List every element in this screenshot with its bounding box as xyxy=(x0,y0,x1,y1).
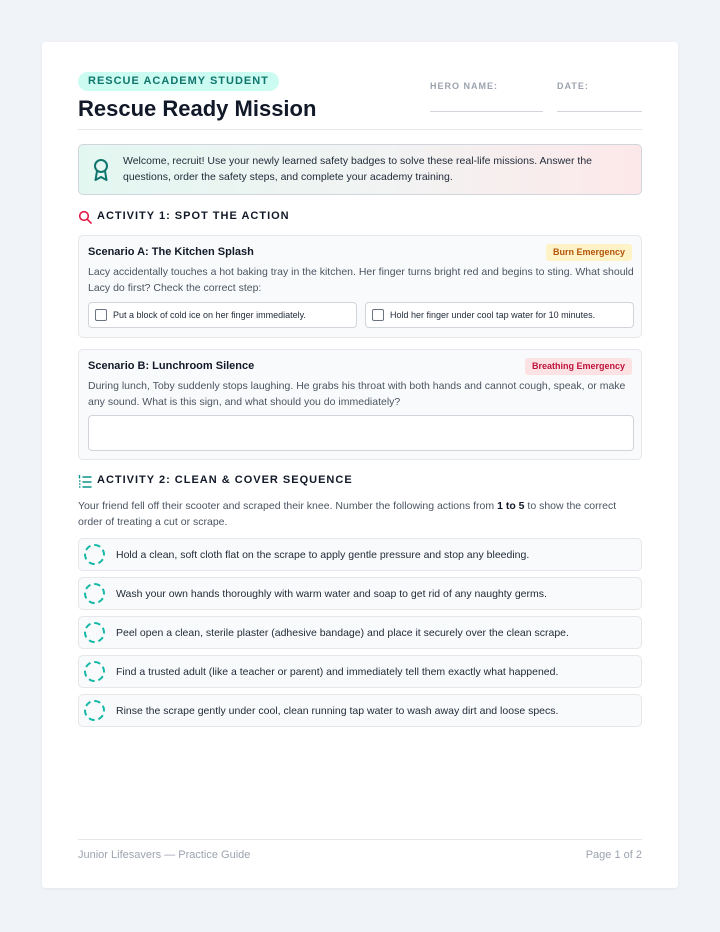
option-cool-water-checkbox[interactable] xyxy=(372,309,384,321)
scenario-b-description: During lunch, Toby suddenly stops laughing. He grabs his throat with both hands and cannot cough, speak, or make any sound. What is this sign, and what should you do immediately? xyxy=(88,380,626,408)
page-footer xyxy=(78,839,642,863)
sequence-step xyxy=(78,655,642,688)
step-number-circle[interactable] xyxy=(84,700,105,721)
intro-text-start: Your friend fell off their scooter and scraped their knee. Number the following actions from xyxy=(78,500,498,512)
sequence-step xyxy=(78,694,642,727)
scenario-a-title: Scenario A: The Kitchen Splash xyxy=(88,246,254,258)
step-text: Wash your own hands thoroughly with warm water and soap to get rid of any naughty germs. xyxy=(116,588,547,600)
intro-range: 1 to 5 xyxy=(497,500,525,512)
footer-guide-title: Junior Lifesavers — Practice Guide xyxy=(78,849,251,861)
burn-emergency-tag: Burn Emergency xyxy=(546,244,632,261)
sequence-step xyxy=(78,538,642,571)
date-line xyxy=(557,111,642,112)
medal-icon xyxy=(91,158,111,182)
scenario-a-description: Lacy accidentally touches a hot baking tray in the kitchen. Her finger turns bright red and begins to sting. What should Lacy do first? Check the correct step: xyxy=(88,266,634,294)
ordered-list-icon xyxy=(78,474,92,488)
hero-name-field[interactable] xyxy=(430,81,498,91)
date-label: DATE: xyxy=(557,81,589,91)
activity2-title: ACTIVITY 2: CLEAN & COVER SEQUENCE xyxy=(97,474,353,486)
scenario-b-answer-field[interactable] xyxy=(88,415,634,451)
scenario-b-title: Scenario B: Lunchroom Silence xyxy=(88,360,255,372)
scenario-b-card xyxy=(78,349,642,460)
worksheet-header xyxy=(78,72,642,130)
hero-name-label: HERO NAME: xyxy=(430,81,498,91)
activity2-instructions xyxy=(78,498,642,530)
step-number-circle[interactable] xyxy=(84,622,105,643)
step-text: Peel open a clean, sterile plaster (adhesive bandage) and place it securely over the clean scrape. xyxy=(116,627,569,639)
activity1-title: ACTIVITY 1: SPOT THE ACTION xyxy=(97,210,290,222)
step-text: Hold a clean, soft cloth flat on the scrape to apply gentle pressure and stop any bleeding. xyxy=(116,549,530,561)
step-text: Rinse the scrape gently under cool, clean running tap water to wash away dirt and loose specs. xyxy=(116,705,559,717)
option-cool-water-label: Hold her finger under cool tap water for 10 minutes. xyxy=(390,310,596,320)
option-ice[interactable] xyxy=(88,302,357,328)
step-number-circle[interactable] xyxy=(84,661,105,682)
step-number-circle[interactable] xyxy=(84,544,105,565)
worksheet-page xyxy=(42,42,678,888)
academy-badge: RESCUE ACADEMY STUDENT xyxy=(78,72,279,91)
sequence-step xyxy=(78,616,642,649)
scenario-a-card xyxy=(78,235,642,338)
step-number-circle[interactable] xyxy=(84,583,105,604)
option-cool-water[interactable] xyxy=(365,302,634,328)
search-icon xyxy=(78,210,92,224)
hero-name-line xyxy=(430,111,543,112)
sequence-step xyxy=(78,577,642,610)
option-ice-label: Put a block of cold ice on her finger immediately. xyxy=(113,310,306,320)
welcome-text: Welcome, recruit! Use your newly learned safety badges to solve these real-life missions. Answer the questions, order the safety steps, and complete your academy training. xyxy=(123,155,593,183)
option-ice-checkbox[interactable] xyxy=(95,309,107,321)
welcome-banner xyxy=(78,144,642,195)
date-field[interactable] xyxy=(557,81,589,91)
step-text: Find a trusted adult (like a teacher or parent) and immediately tell them exactly what happened. xyxy=(116,666,559,678)
breathing-emergency-tag: Breathing Emergency xyxy=(525,358,632,375)
page-number: Page 1 of 2 xyxy=(585,849,642,861)
page-title: Rescue Ready Mission xyxy=(78,96,317,121)
intro-text-end: to show the correct order of treating a cut or scrape. xyxy=(78,500,617,528)
